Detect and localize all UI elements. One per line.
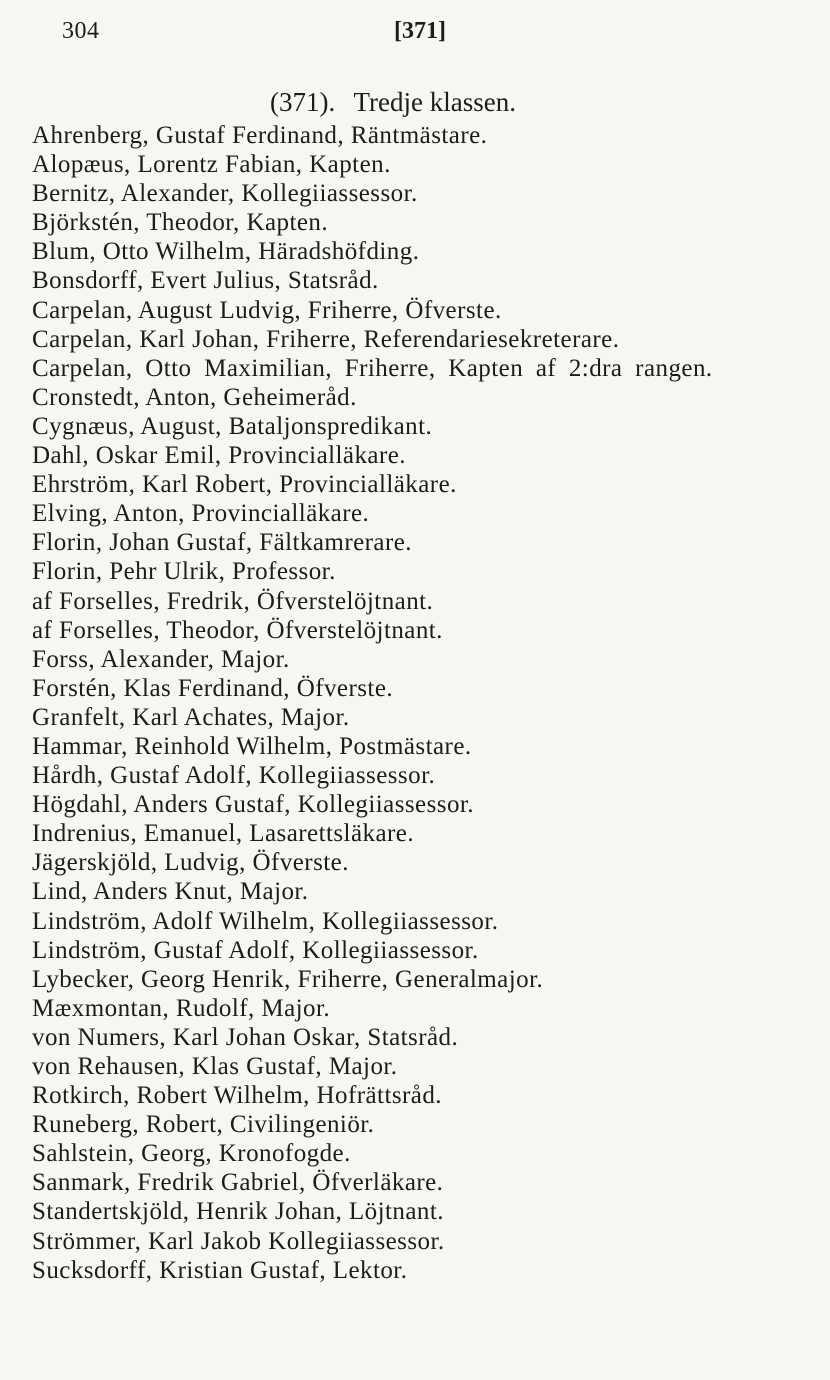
list-item: Lindström, Gustaf Adolf, Kollegiiassessor. bbox=[32, 936, 479, 964]
section-number: (371). bbox=[270, 87, 336, 117]
list-item: Sanmark, Fredrik Gabriel, Öfverläkare. bbox=[32, 1169, 444, 1197]
list-item: Alopæus, Lorentz Fabian, Kapten. bbox=[32, 151, 391, 179]
section-title: Tredje klassen. bbox=[353, 87, 516, 117]
list-item: von Rehausen, Klas Gustaf, Major. bbox=[32, 1053, 398, 1080]
list-item: Blum, Otto Wilhelm, Häradshöfding. bbox=[32, 238, 420, 266]
list-item: Granfelt, Karl Achates, Major. bbox=[32, 703, 350, 731]
list-item: Florin, Pehr Ulrik, Professor. bbox=[32, 558, 336, 586]
list-item: af Forselles, Fredrik, Öfverstelöjtnant. bbox=[32, 587, 434, 615]
list-item: Carpelan, August Ludvig, Friherre, Öfverste. bbox=[32, 296, 502, 324]
list-item: Dahl, Oskar Emil, Provincialläkare. bbox=[32, 442, 406, 470]
list-item: Björkstén, Theodor, Kapten. bbox=[32, 209, 329, 237]
list-item: Hammar, Reinhold Wilhelm, Postmästare. bbox=[32, 732, 472, 760]
list-item: Högdahl, Anders Gustaf, Kollegiiassessor. bbox=[32, 791, 475, 819]
list-item: Carpelan, Otto Maximilian, Friherre, Kapten af 2:dra rangen. bbox=[32, 354, 713, 382]
list-item: Carpelan, Karl Johan, Friherre, Referendariesekreterare. bbox=[32, 325, 620, 353]
member-list bbox=[32, 121, 822, 1285]
list-item: Strömmer, Karl Jakob Kollegiiassessor. bbox=[32, 1227, 445, 1255]
list-item: Cygnæus, August, Bataljonspredikant. bbox=[32, 412, 433, 440]
page-number: 304 bbox=[62, 18, 100, 44]
list-item: Elving, Anton, Provincialläkare. bbox=[32, 500, 370, 528]
list-item: von Numers, Karl Johan Oskar, Statsråd. bbox=[32, 1023, 459, 1051]
section-heading bbox=[270, 84, 516, 120]
list-item: Ahrenberg, Gustaf Ferdinand, Räntmästare. bbox=[32, 122, 488, 149]
list-item: Jägerskjöld, Ludvig, Öfverste. bbox=[32, 849, 349, 877]
list-item: Lind, Anders Knut, Major. bbox=[32, 878, 309, 906]
list-item: Forss, Alexander, Major. bbox=[32, 645, 290, 673]
page-signature: [371] bbox=[394, 18, 446, 44]
list-item: Ehrström, Karl Robert, Provincialläkare. bbox=[32, 471, 457, 499]
list-item: Lybecker, Georg Henrik, Friherre, Generalmajor. bbox=[32, 965, 544, 993]
list-item: Sucksdorff, Kristian Gustaf, Lektor. bbox=[32, 1256, 408, 1284]
list-item: Lindström, Adolf Wilhelm, Kollegiiassessor. bbox=[32, 907, 499, 935]
list-item: Runeberg, Robert, Civilingeniör. bbox=[32, 1111, 375, 1139]
list-item: Mæxmontan, Rudolf, Major. bbox=[32, 994, 331, 1022]
list-item: Sahlstein, Georg, Kronofogde. bbox=[32, 1140, 351, 1168]
list-item: Florin, Johan Gustaf, Fältkamrerare. bbox=[32, 529, 412, 557]
list-item: Forstén, Klas Ferdinand, Öfverste. bbox=[32, 674, 394, 702]
list-item: Hårdh, Gustaf Adolf, Kollegiiassessor. bbox=[32, 762, 436, 790]
list-item: Bernitz, Alexander, Kollegiiassessor. bbox=[32, 180, 418, 208]
page-header bbox=[0, 14, 830, 48]
list-item: Bonsdorff, Evert Julius, Statsråd. bbox=[32, 267, 379, 295]
list-item: Indrenius, Emanuel, Lasarettsläkare. bbox=[32, 820, 415, 848]
list-item: af Forselles, Theodor, Öfverstelöjtnant. bbox=[32, 616, 443, 644]
list-item: Rotkirch, Robert Wilhelm, Hofrättsråd. bbox=[32, 1082, 442, 1110]
list-item: Cronstedt, Anton, Geheimeråd. bbox=[32, 383, 357, 411]
list-item: Standertskjöld, Henrik Johan, Löjtnant. bbox=[32, 1198, 444, 1226]
